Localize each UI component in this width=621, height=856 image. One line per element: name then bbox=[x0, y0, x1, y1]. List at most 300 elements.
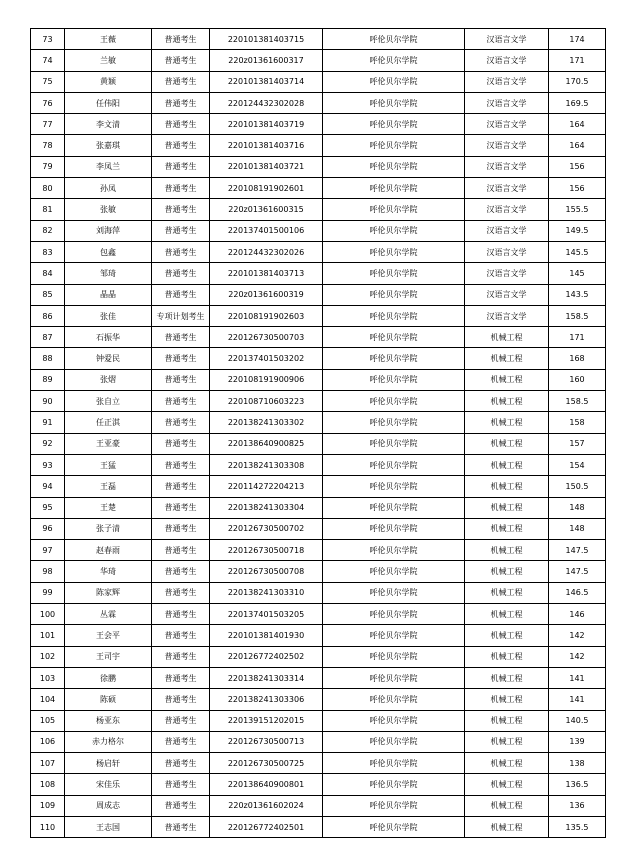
school-cell: 呼伦贝尔学院 bbox=[323, 156, 465, 177]
table-row bbox=[31, 305, 606, 326]
exam-id-cell: 220137401503202 bbox=[210, 348, 323, 369]
row-number-cell: 102 bbox=[31, 646, 65, 667]
candidate-type-cell: 普通考生 bbox=[152, 327, 210, 348]
candidate-type-cell: 普通考生 bbox=[152, 774, 210, 795]
major-cell: 机械工程 bbox=[465, 774, 549, 795]
candidate-type-cell: 普通考生 bbox=[152, 689, 210, 710]
major-cell: 机械工程 bbox=[465, 753, 549, 774]
table-row bbox=[31, 625, 606, 646]
school-cell: 呼伦贝尔学院 bbox=[323, 412, 465, 433]
candidate-type-cell: 普通考生 bbox=[152, 135, 210, 156]
school-cell: 呼伦贝尔学院 bbox=[323, 731, 465, 752]
school-cell: 呼伦贝尔学院 bbox=[323, 689, 465, 710]
major-cell: 汉语言文学 bbox=[465, 199, 549, 220]
exam-id-cell: 220137401500106 bbox=[210, 220, 323, 241]
school-cell: 呼伦贝尔学院 bbox=[323, 241, 465, 262]
school-cell: 呼伦贝尔学院 bbox=[323, 795, 465, 816]
exam-id-cell: 220108191900906 bbox=[210, 369, 323, 390]
exam-id-cell: 220101381403721 bbox=[210, 156, 323, 177]
score-cell: 171 bbox=[549, 327, 606, 348]
school-cell: 呼伦贝尔学院 bbox=[323, 263, 465, 284]
name-cell: 王志国 bbox=[65, 816, 152, 837]
major-cell: 机械工程 bbox=[465, 582, 549, 603]
exam-id-cell: 220101381403716 bbox=[210, 135, 323, 156]
candidate-type-cell: 普通考生 bbox=[152, 795, 210, 816]
exam-id-cell: 220138241303302 bbox=[210, 412, 323, 433]
candidate-type-cell: 普通考生 bbox=[152, 604, 210, 625]
candidate-type-cell: 普通考生 bbox=[152, 497, 210, 518]
candidate-type-cell: 普通考生 bbox=[152, 220, 210, 241]
score-cell: 148 bbox=[549, 518, 606, 539]
score-cell: 170.5 bbox=[549, 71, 606, 92]
major-cell: 汉语言文学 bbox=[465, 178, 549, 199]
row-number-cell: 80 bbox=[31, 178, 65, 199]
score-cell: 143.5 bbox=[549, 284, 606, 305]
major-cell: 汉语言文学 bbox=[465, 50, 549, 71]
candidate-type-cell: 普通考生 bbox=[152, 348, 210, 369]
row-number-cell: 98 bbox=[31, 561, 65, 582]
table-row bbox=[31, 29, 606, 50]
exam-id-cell: 220114272204213 bbox=[210, 476, 323, 497]
table-row bbox=[31, 50, 606, 71]
name-cell: 石振华 bbox=[65, 327, 152, 348]
table-row bbox=[31, 178, 606, 199]
score-cell: 138 bbox=[549, 753, 606, 774]
exam-id-cell: 220z01361600315 bbox=[210, 199, 323, 220]
school-cell: 呼伦贝尔学院 bbox=[323, 29, 465, 50]
school-cell: 呼伦贝尔学院 bbox=[323, 540, 465, 561]
candidate-type-cell: 普通考生 bbox=[152, 92, 210, 113]
major-cell: 汉语言文学 bbox=[465, 241, 549, 262]
name-cell: 王司宇 bbox=[65, 646, 152, 667]
exam-id-cell: 220126730500718 bbox=[210, 540, 323, 561]
row-number-cell: 76 bbox=[31, 92, 65, 113]
candidate-type-cell: 普通考生 bbox=[152, 582, 210, 603]
major-cell: 机械工程 bbox=[465, 646, 549, 667]
school-cell: 呼伦贝尔学院 bbox=[323, 582, 465, 603]
name-cell: 孙凤 bbox=[65, 178, 152, 199]
score-cell: 146.5 bbox=[549, 582, 606, 603]
exam-id-cell: 220101381403713 bbox=[210, 263, 323, 284]
table-body bbox=[31, 29, 606, 838]
candidate-type-cell: 普通考生 bbox=[152, 816, 210, 837]
exam-id-cell: 220138241303304 bbox=[210, 497, 323, 518]
name-cell: 华琦 bbox=[65, 561, 152, 582]
exam-id-cell: 220126730500703 bbox=[210, 327, 323, 348]
row-number-cell: 74 bbox=[31, 50, 65, 71]
school-cell: 呼伦贝尔学院 bbox=[323, 433, 465, 454]
candidate-type-cell: 普通考生 bbox=[152, 667, 210, 688]
candidate-type-cell: 普通考生 bbox=[152, 241, 210, 262]
row-number-cell: 87 bbox=[31, 327, 65, 348]
exam-id-cell: 220108710603223 bbox=[210, 391, 323, 412]
major-cell: 机械工程 bbox=[465, 497, 549, 518]
row-number-cell: 79 bbox=[31, 156, 65, 177]
table-row bbox=[31, 327, 606, 348]
row-number-cell: 97 bbox=[31, 540, 65, 561]
major-cell: 机械工程 bbox=[465, 518, 549, 539]
row-number-cell: 90 bbox=[31, 391, 65, 412]
table-row bbox=[31, 433, 606, 454]
row-number-cell: 84 bbox=[31, 263, 65, 284]
admission-table bbox=[30, 28, 606, 838]
table-row bbox=[31, 561, 606, 582]
score-cell: 174 bbox=[549, 29, 606, 50]
row-number-cell: 94 bbox=[31, 476, 65, 497]
major-cell: 汉语言文学 bbox=[465, 114, 549, 135]
exam-id-cell: 220138241303306 bbox=[210, 689, 323, 710]
candidate-type-cell: 普通考生 bbox=[152, 114, 210, 135]
row-number-cell: 109 bbox=[31, 795, 65, 816]
score-cell: 155.5 bbox=[549, 199, 606, 220]
score-cell: 146 bbox=[549, 604, 606, 625]
exam-id-cell: 220137401503205 bbox=[210, 604, 323, 625]
candidate-type-cell: 普通考生 bbox=[152, 753, 210, 774]
exam-id-cell: 220138241303310 bbox=[210, 582, 323, 603]
score-cell: 135.5 bbox=[549, 816, 606, 837]
score-cell: 171 bbox=[549, 50, 606, 71]
school-cell: 呼伦贝尔学院 bbox=[323, 518, 465, 539]
exam-id-cell: 220126772402501 bbox=[210, 816, 323, 837]
table-row bbox=[31, 71, 606, 92]
exam-id-cell: 220139151202015 bbox=[210, 710, 323, 731]
major-cell: 机械工程 bbox=[465, 454, 549, 475]
school-cell: 呼伦贝尔学院 bbox=[323, 604, 465, 625]
school-cell: 呼伦贝尔学院 bbox=[323, 625, 465, 646]
school-cell: 呼伦贝尔学院 bbox=[323, 816, 465, 837]
table-row bbox=[31, 391, 606, 412]
exam-id-cell: 220124432302026 bbox=[210, 241, 323, 262]
name-cell: 赵春雨 bbox=[65, 540, 152, 561]
row-number-cell: 103 bbox=[31, 667, 65, 688]
major-cell: 机械工程 bbox=[465, 348, 549, 369]
table-row bbox=[31, 646, 606, 667]
name-cell: 陈硕 bbox=[65, 689, 152, 710]
candidate-type-cell: 专项计划考生 bbox=[152, 305, 210, 326]
row-number-cell: 75 bbox=[31, 71, 65, 92]
major-cell: 汉语言文学 bbox=[465, 156, 549, 177]
name-cell: 陈家辉 bbox=[65, 582, 152, 603]
major-cell: 汉语言文学 bbox=[465, 305, 549, 326]
school-cell: 呼伦贝尔学院 bbox=[323, 92, 465, 113]
row-number-cell: 86 bbox=[31, 305, 65, 326]
name-cell: 王亚豪 bbox=[65, 433, 152, 454]
candidate-type-cell: 普通考生 bbox=[152, 561, 210, 582]
row-number-cell: 88 bbox=[31, 348, 65, 369]
candidate-type-cell: 普通考生 bbox=[152, 646, 210, 667]
score-cell: 154 bbox=[549, 454, 606, 475]
row-number-cell: 108 bbox=[31, 774, 65, 795]
school-cell: 呼伦贝尔学院 bbox=[323, 327, 465, 348]
major-cell: 汉语言文学 bbox=[465, 135, 549, 156]
candidate-type-cell: 普通考生 bbox=[152, 369, 210, 390]
exam-id-cell: 220z01361602024 bbox=[210, 795, 323, 816]
score-cell: 160 bbox=[549, 369, 606, 390]
name-cell: 徐鹏 bbox=[65, 667, 152, 688]
name-cell: 李凤兰 bbox=[65, 156, 152, 177]
major-cell: 机械工程 bbox=[465, 369, 549, 390]
table-row bbox=[31, 753, 606, 774]
exam-id-cell: 220108191902601 bbox=[210, 178, 323, 199]
candidate-type-cell: 普通考生 bbox=[152, 199, 210, 220]
score-cell: 168 bbox=[549, 348, 606, 369]
exam-id-cell: 220126730500725 bbox=[210, 753, 323, 774]
name-cell: 王猛 bbox=[65, 454, 152, 475]
score-cell: 141 bbox=[549, 667, 606, 688]
name-cell: 杨亚东 bbox=[65, 710, 152, 731]
major-cell: 机械工程 bbox=[465, 667, 549, 688]
exam-id-cell: 220126772402502 bbox=[210, 646, 323, 667]
row-number-cell: 91 bbox=[31, 412, 65, 433]
score-cell: 145 bbox=[549, 263, 606, 284]
major-cell: 机械工程 bbox=[465, 561, 549, 582]
school-cell: 呼伦贝尔学院 bbox=[323, 497, 465, 518]
exam-id-cell: 220101381403719 bbox=[210, 114, 323, 135]
score-cell: 139 bbox=[549, 731, 606, 752]
row-number-cell: 100 bbox=[31, 604, 65, 625]
row-number-cell: 77 bbox=[31, 114, 65, 135]
table-row bbox=[31, 731, 606, 752]
name-cell: 钟爱民 bbox=[65, 348, 152, 369]
school-cell: 呼伦贝尔学院 bbox=[323, 454, 465, 475]
major-cell: 机械工程 bbox=[465, 391, 549, 412]
name-cell: 张佳 bbox=[65, 305, 152, 326]
score-cell: 150.5 bbox=[549, 476, 606, 497]
exam-id-cell: 220101381403714 bbox=[210, 71, 323, 92]
candidate-type-cell: 普通考生 bbox=[152, 263, 210, 284]
name-cell: 晶晶 bbox=[65, 284, 152, 305]
major-cell: 机械工程 bbox=[465, 710, 549, 731]
exam-id-cell: 220138640900801 bbox=[210, 774, 323, 795]
candidate-type-cell: 普通考生 bbox=[152, 518, 210, 539]
name-cell: 周成志 bbox=[65, 795, 152, 816]
school-cell: 呼伦贝尔学院 bbox=[323, 284, 465, 305]
score-cell: 169.5 bbox=[549, 92, 606, 113]
score-cell: 140.5 bbox=[549, 710, 606, 731]
major-cell: 汉语言文学 bbox=[465, 284, 549, 305]
row-number-cell: 81 bbox=[31, 199, 65, 220]
school-cell: 呼伦贝尔学院 bbox=[323, 348, 465, 369]
school-cell: 呼伦贝尔学院 bbox=[323, 774, 465, 795]
school-cell: 呼伦贝尔学院 bbox=[323, 178, 465, 199]
row-number-cell: 95 bbox=[31, 497, 65, 518]
name-cell: 张敏 bbox=[65, 199, 152, 220]
exam-id-cell: 220108191902603 bbox=[210, 305, 323, 326]
school-cell: 呼伦贝尔学院 bbox=[323, 199, 465, 220]
row-number-cell: 73 bbox=[31, 29, 65, 50]
major-cell: 汉语言文学 bbox=[465, 92, 549, 113]
major-cell: 机械工程 bbox=[465, 604, 549, 625]
major-cell: 机械工程 bbox=[465, 625, 549, 646]
table-row bbox=[31, 604, 606, 625]
candidate-type-cell: 普通考生 bbox=[152, 284, 210, 305]
row-number-cell: 83 bbox=[31, 241, 65, 262]
exam-id-cell: 220138241303308 bbox=[210, 454, 323, 475]
major-cell: 汉语言文学 bbox=[465, 71, 549, 92]
table-row bbox=[31, 199, 606, 220]
school-cell: 呼伦贝尔学院 bbox=[323, 391, 465, 412]
candidate-type-cell: 普通考生 bbox=[152, 71, 210, 92]
score-cell: 147.5 bbox=[549, 540, 606, 561]
score-cell: 136 bbox=[549, 795, 606, 816]
major-cell: 机械工程 bbox=[465, 795, 549, 816]
candidate-type-cell: 普通考生 bbox=[152, 710, 210, 731]
row-number-cell: 92 bbox=[31, 433, 65, 454]
candidate-type-cell: 普通考生 bbox=[152, 50, 210, 71]
major-cell: 机械工程 bbox=[465, 731, 549, 752]
name-cell: 邹琦 bbox=[65, 263, 152, 284]
major-cell: 汉语言文学 bbox=[465, 29, 549, 50]
school-cell: 呼伦贝尔学院 bbox=[323, 50, 465, 71]
row-number-cell: 105 bbox=[31, 710, 65, 731]
major-cell: 机械工程 bbox=[465, 433, 549, 454]
name-cell: 赤力格尔 bbox=[65, 731, 152, 752]
exam-id-cell: 220124432302028 bbox=[210, 92, 323, 113]
table-row bbox=[31, 710, 606, 731]
table-row bbox=[31, 135, 606, 156]
table-row bbox=[31, 497, 606, 518]
table-row bbox=[31, 220, 606, 241]
row-number-cell: 89 bbox=[31, 369, 65, 390]
name-cell: 兰敏 bbox=[65, 50, 152, 71]
school-cell: 呼伦贝尔学院 bbox=[323, 710, 465, 731]
table-row bbox=[31, 263, 606, 284]
table-row bbox=[31, 369, 606, 390]
score-cell: 158.5 bbox=[549, 391, 606, 412]
name-cell: 王楚 bbox=[65, 497, 152, 518]
school-cell: 呼伦贝尔学院 bbox=[323, 561, 465, 582]
name-cell: 宋佳乐 bbox=[65, 774, 152, 795]
school-cell: 呼伦贝尔学院 bbox=[323, 753, 465, 774]
table-row bbox=[31, 156, 606, 177]
exam-id-cell: 220126730500702 bbox=[210, 518, 323, 539]
name-cell: 王磊 bbox=[65, 476, 152, 497]
name-cell: 张子清 bbox=[65, 518, 152, 539]
candidate-type-cell: 普通考生 bbox=[152, 156, 210, 177]
row-number-cell: 101 bbox=[31, 625, 65, 646]
table-row bbox=[31, 518, 606, 539]
row-number-cell: 99 bbox=[31, 582, 65, 603]
major-cell: 汉语言文学 bbox=[465, 263, 549, 284]
score-cell: 158.5 bbox=[549, 305, 606, 326]
table-row bbox=[31, 241, 606, 262]
score-cell: 147.5 bbox=[549, 561, 606, 582]
school-cell: 呼伦贝尔学院 bbox=[323, 369, 465, 390]
candidate-type-cell: 普通考生 bbox=[152, 391, 210, 412]
table-row bbox=[31, 476, 606, 497]
major-cell: 汉语言文学 bbox=[465, 220, 549, 241]
school-cell: 呼伦贝尔学院 bbox=[323, 71, 465, 92]
row-number-cell: 110 bbox=[31, 816, 65, 837]
table-row bbox=[31, 540, 606, 561]
name-cell: 丛霖 bbox=[65, 604, 152, 625]
row-number-cell: 104 bbox=[31, 689, 65, 710]
school-cell: 呼伦贝尔学院 bbox=[323, 667, 465, 688]
row-number-cell: 107 bbox=[31, 753, 65, 774]
candidate-type-cell: 普通考生 bbox=[152, 29, 210, 50]
exam-id-cell: 220126730500713 bbox=[210, 731, 323, 752]
candidate-type-cell: 普通考生 bbox=[152, 178, 210, 199]
score-cell: 158 bbox=[549, 412, 606, 433]
exam-id-cell: 220101381401930 bbox=[210, 625, 323, 646]
score-cell: 145.5 bbox=[549, 241, 606, 262]
name-cell: 杨启轩 bbox=[65, 753, 152, 774]
score-cell: 156 bbox=[549, 178, 606, 199]
score-cell: 148 bbox=[549, 497, 606, 518]
candidate-type-cell: 普通考生 bbox=[152, 731, 210, 752]
name-cell: 李文清 bbox=[65, 114, 152, 135]
candidate-type-cell: 普通考生 bbox=[152, 625, 210, 646]
row-number-cell: 106 bbox=[31, 731, 65, 752]
school-cell: 呼伦贝尔学院 bbox=[323, 646, 465, 667]
exam-id-cell: 220z01361600319 bbox=[210, 284, 323, 305]
school-cell: 呼伦贝尔学院 bbox=[323, 305, 465, 326]
table-row bbox=[31, 774, 606, 795]
score-cell: 141 bbox=[549, 689, 606, 710]
score-cell: 142 bbox=[549, 625, 606, 646]
name-cell: 刘海萍 bbox=[65, 220, 152, 241]
exam-id-cell: 220126730500708 bbox=[210, 561, 323, 582]
row-number-cell: 96 bbox=[31, 518, 65, 539]
name-cell: 包鑫 bbox=[65, 241, 152, 262]
school-cell: 呼伦贝尔学院 bbox=[323, 114, 465, 135]
candidate-type-cell: 普通考生 bbox=[152, 476, 210, 497]
score-cell: 157 bbox=[549, 433, 606, 454]
row-number-cell: 78 bbox=[31, 135, 65, 156]
table-row bbox=[31, 795, 606, 816]
table-row bbox=[31, 582, 606, 603]
name-cell: 任正淇 bbox=[65, 412, 152, 433]
name-cell: 张自立 bbox=[65, 391, 152, 412]
table-row bbox=[31, 412, 606, 433]
name-cell: 任伟阳 bbox=[65, 92, 152, 113]
row-number-cell: 85 bbox=[31, 284, 65, 305]
exam-id-cell: 220z01361600317 bbox=[210, 50, 323, 71]
candidate-type-cell: 普通考生 bbox=[152, 433, 210, 454]
major-cell: 机械工程 bbox=[465, 476, 549, 497]
table-row bbox=[31, 454, 606, 475]
school-cell: 呼伦贝尔学院 bbox=[323, 476, 465, 497]
score-cell: 136.5 bbox=[549, 774, 606, 795]
row-number-cell: 82 bbox=[31, 220, 65, 241]
school-cell: 呼伦贝尔学院 bbox=[323, 135, 465, 156]
score-cell: 149.5 bbox=[549, 220, 606, 241]
major-cell: 机械工程 bbox=[465, 327, 549, 348]
major-cell: 机械工程 bbox=[465, 689, 549, 710]
major-cell: 机械工程 bbox=[465, 412, 549, 433]
candidate-type-cell: 普通考生 bbox=[152, 540, 210, 561]
score-cell: 164 bbox=[549, 114, 606, 135]
school-cell: 呼伦贝尔学院 bbox=[323, 220, 465, 241]
table-row bbox=[31, 816, 606, 837]
score-cell: 156 bbox=[549, 156, 606, 177]
name-cell: 王会平 bbox=[65, 625, 152, 646]
score-cell: 164 bbox=[549, 135, 606, 156]
candidate-type-cell: 普通考生 bbox=[152, 412, 210, 433]
exam-id-cell: 220138640900825 bbox=[210, 433, 323, 454]
table-row bbox=[31, 348, 606, 369]
table-row bbox=[31, 667, 606, 688]
name-cell: 张熠 bbox=[65, 369, 152, 390]
table-row bbox=[31, 92, 606, 113]
name-cell: 王薇 bbox=[65, 29, 152, 50]
table-row bbox=[31, 689, 606, 710]
major-cell: 机械工程 bbox=[465, 816, 549, 837]
major-cell: 机械工程 bbox=[465, 540, 549, 561]
name-cell: 张嘉琪 bbox=[65, 135, 152, 156]
row-number-cell: 93 bbox=[31, 454, 65, 475]
table-row bbox=[31, 114, 606, 135]
